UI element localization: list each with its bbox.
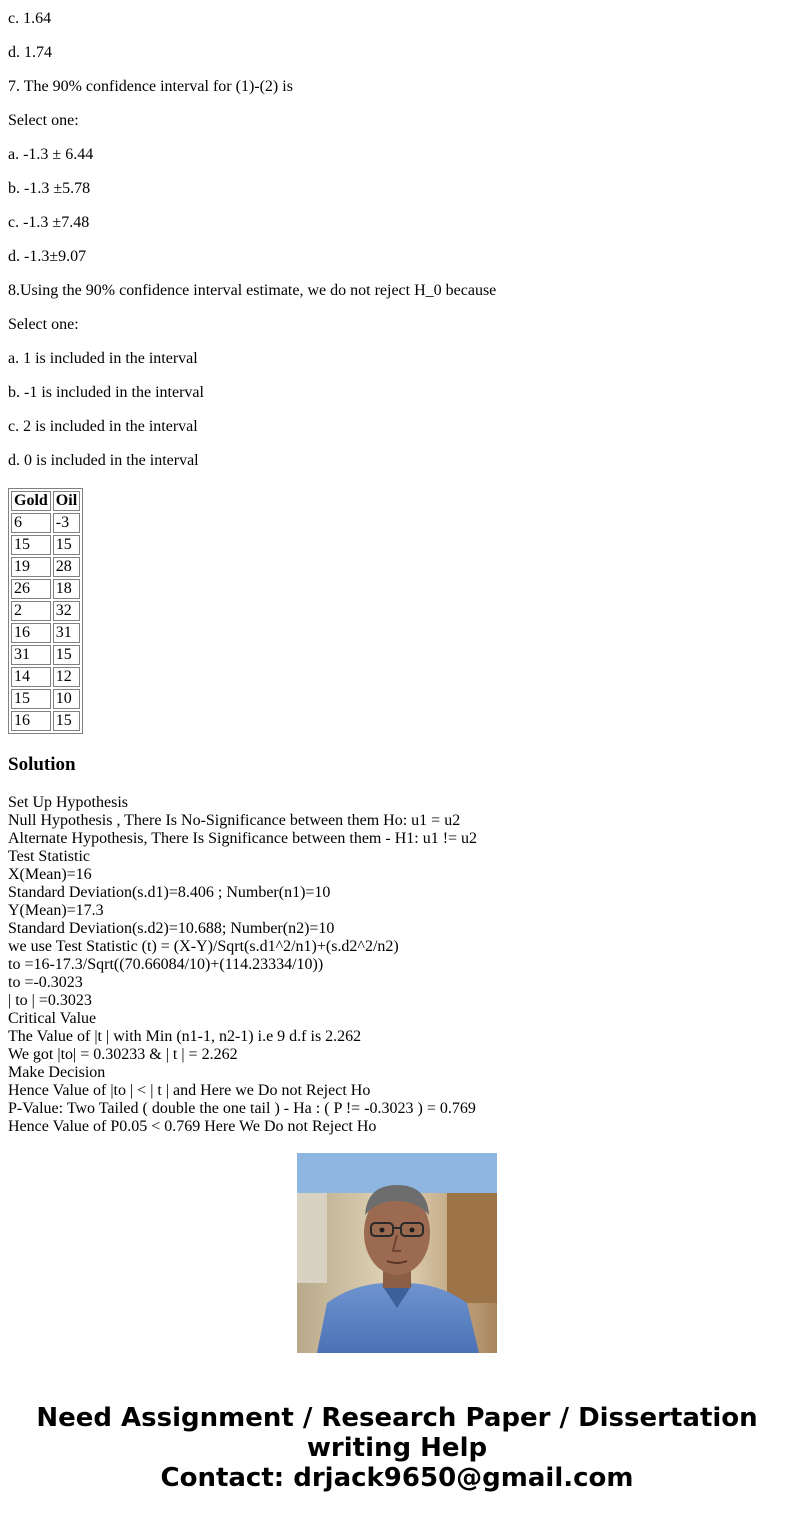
promo-line: writing Help	[306, 1433, 488, 1463]
table-cell: 18	[53, 579, 80, 599]
solution-line: | to | =0.3023	[8, 992, 92, 1009]
promo-banner	[0, 1403, 794, 1493]
table-cell: -3	[53, 513, 80, 533]
question-line: a. 1 is included in the interval	[8, 350, 198, 367]
question-line: d. -1.3±9.07	[8, 248, 87, 265]
promo-contact: Contact: drjack9650@gmail.com	[160, 1463, 634, 1493]
question-line: Select one:	[8, 112, 79, 129]
question-line: a. -1.3 ± 6.44	[8, 146, 94, 163]
table-row	[11, 513, 80, 533]
solution-line: Test Statistic	[8, 848, 90, 865]
question-line: d. 0 is included in the interval	[8, 452, 199, 469]
table-row	[11, 557, 80, 577]
question-line: b. -1.3 ±5.78	[8, 180, 91, 197]
column-header-gold: Gold	[11, 491, 51, 511]
document-content	[8, 0, 788, 1135]
table-row	[11, 623, 80, 643]
author-portrait-image	[297, 1153, 497, 1353]
question-line: 7. The 90% confidence interval for (1)-(2) is	[8, 78, 293, 95]
question-line: c. 1.64	[8, 10, 52, 27]
question-line: Select one:	[8, 316, 79, 333]
question-list	[8, 0, 788, 478]
question-line: c. -1.3 ±7.48	[8, 214, 90, 231]
table-row	[11, 601, 80, 621]
solution-line: Hence Value of |to | < | t | and Here we Do not Reject Ho	[8, 1082, 371, 1099]
solution-line: Standard Deviation(s.d1)=8.406 ; Number(n1)=10	[8, 884, 331, 901]
solution-line: Y(Mean)=17.3	[8, 902, 104, 919]
solution-line: X(Mean)=16	[8, 866, 92, 883]
solution-line: Standard Deviation(s.d2)=10.688; Number(n2)=10	[8, 920, 335, 937]
solution-line: Set Up Hypothesis	[8, 794, 128, 811]
table-cell: 32	[53, 601, 80, 621]
solution-line: we use Test Statistic (t) = (X-Y)/Sqrt(s.d1^2/n1)+(s.d2^2/n2)	[8, 938, 399, 955]
question-line: b. -1 is included in the interval	[8, 384, 204, 401]
table-row	[11, 579, 80, 599]
table-cell: 15	[11, 535, 51, 555]
solution-line: Critical Value	[8, 1010, 97, 1027]
table-cell: 31	[11, 645, 51, 665]
table-cell: 16	[11, 711, 51, 731]
question-line: 8.Using the 90% confidence interval estimate, we do not reject H_0 because	[8, 282, 497, 299]
solution-line: to =16-17.3/Sqrt((70.66084/10)+(114.23334/10))	[8, 956, 324, 973]
gold-oil-table	[8, 488, 83, 734]
solution-line: to =-0.3023	[8, 974, 83, 991]
solution-body	[8, 794, 788, 1135]
table-cell: 10	[53, 689, 80, 709]
table-cell: 19	[11, 557, 51, 577]
table-cell: 12	[53, 667, 80, 687]
table-cell: 16	[11, 623, 51, 643]
table-row	[11, 535, 80, 555]
solution-line: Make Decision	[8, 1064, 106, 1081]
solution-heading: Solution	[8, 754, 76, 775]
solution-line: Alternate Hypothesis, There Is Significance between them - H1: u1 != u2	[8, 830, 478, 847]
question-line: c. 2 is included in the interval	[8, 418, 198, 435]
table-cell: 15	[53, 645, 80, 665]
table-row	[11, 711, 80, 731]
table-cell: 15	[53, 535, 80, 555]
table-cell: 6	[11, 513, 51, 533]
solution-line: P-Value: Two Tailed ( double the one tail ) - Ha : ( P != -0.3023 ) = 0.769	[8, 1100, 476, 1117]
table-cell: 26	[11, 579, 51, 599]
question-line: d. 1.74	[8, 44, 52, 61]
solution-line: Null Hypothesis , There Is No-Significance between them Ho: u1 = u2	[8, 812, 461, 829]
author-avatar	[297, 1153, 497, 1353]
solution-line: The Value of |t | with Min (n1-1, n2-1) i.e 9 d.f is 2.262	[8, 1028, 362, 1045]
solution-line: We got |to| = 0.30233 & | t | = 2.262	[8, 1046, 238, 1063]
table-row	[11, 689, 80, 709]
table-cell: 15	[11, 689, 51, 709]
solution-line: Hence Value of P0.05 < 0.769 Here We Do not Reject Ho	[8, 1118, 377, 1135]
table-cell: 15	[53, 711, 80, 731]
table-cell: 28	[53, 557, 80, 577]
table-cell: 31	[53, 623, 80, 643]
table-cell: 2	[11, 601, 51, 621]
promo-line: Need Assignment / Research Paper / Dissertation	[36, 1403, 758, 1433]
column-header-oil: Oil	[53, 491, 80, 511]
table-row	[11, 645, 80, 665]
table-cell: 14	[11, 667, 51, 687]
table-header-row	[11, 491, 80, 511]
table-row	[11, 667, 80, 687]
